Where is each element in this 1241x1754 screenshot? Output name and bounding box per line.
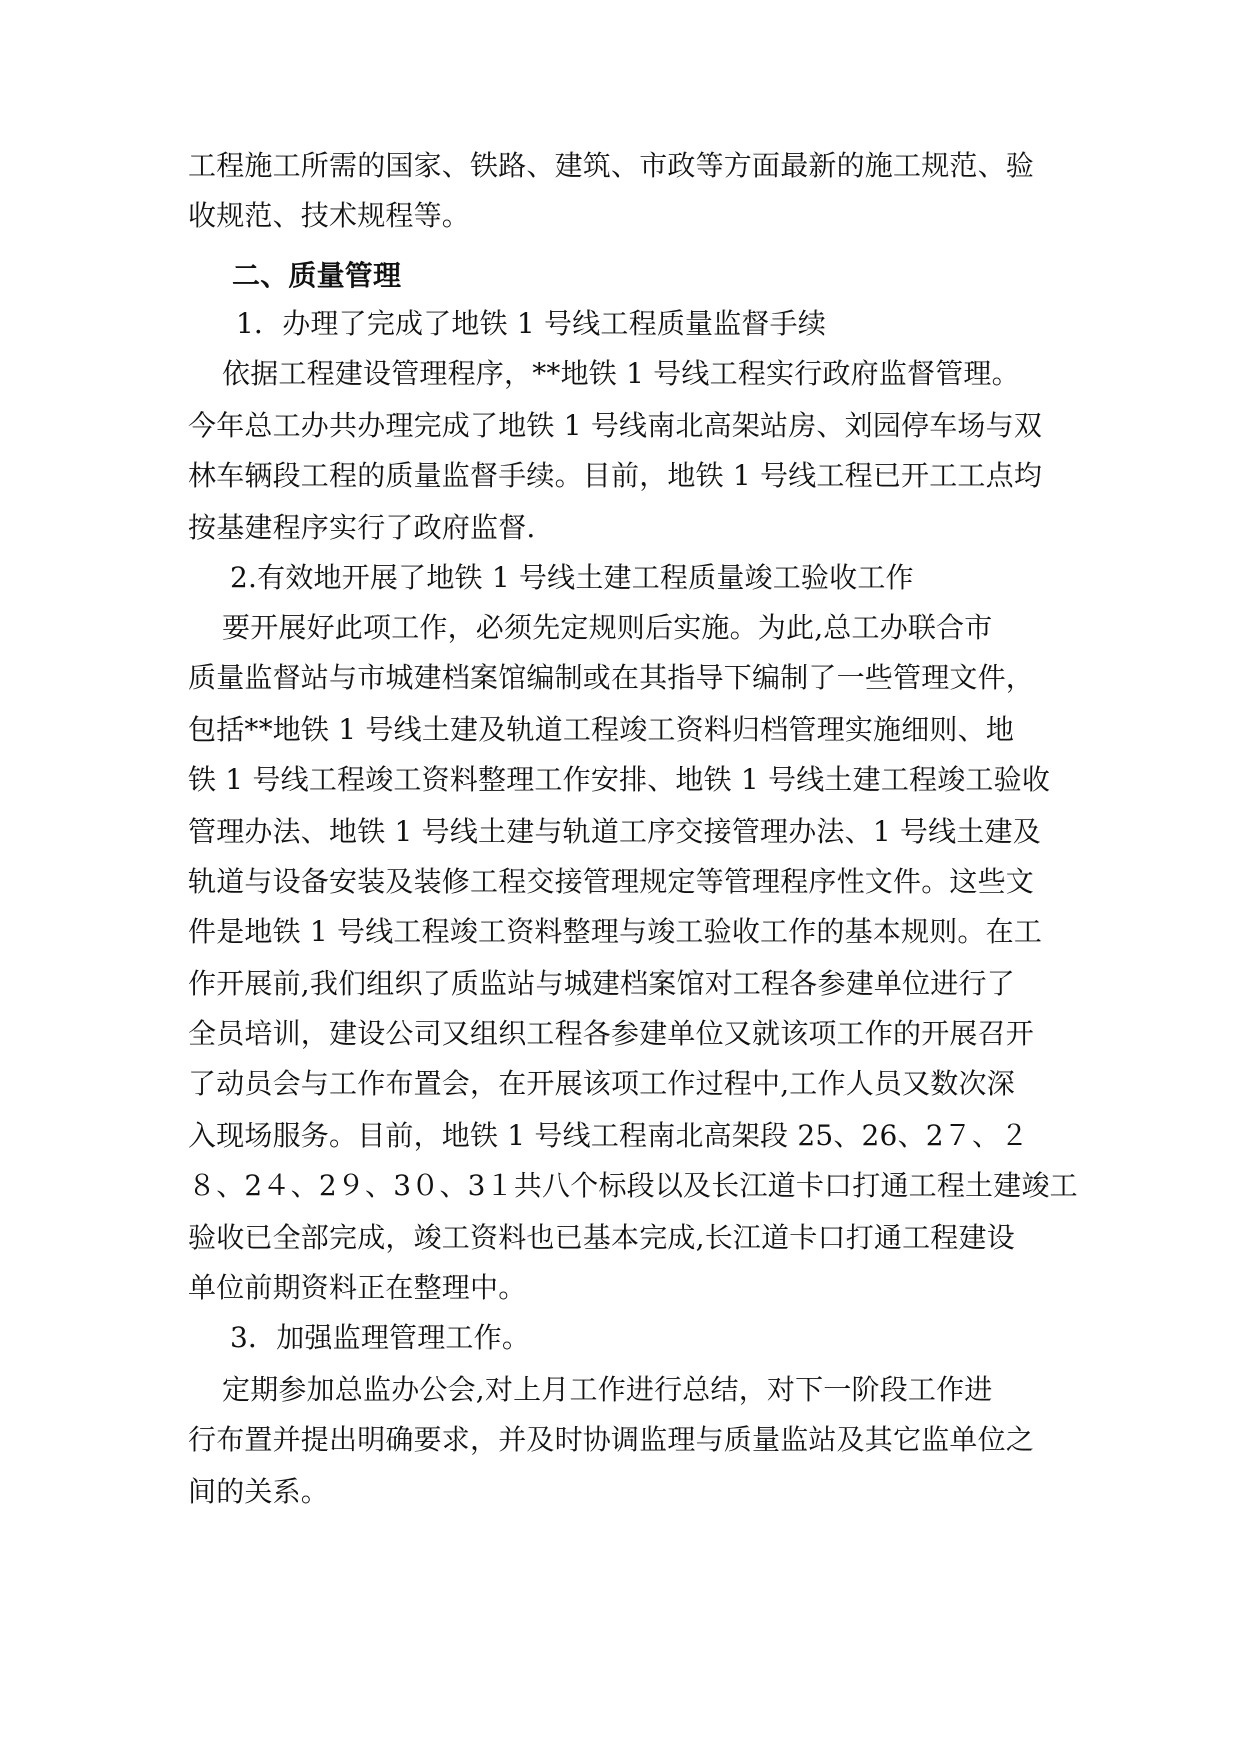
body-text-line: 依据工程建设管理程序，**地铁 1 号线工程实行政府监督管理。 [222, 357, 1020, 390]
body-text-line: 包括**地铁 1 号线土建及轨道工程竣工资料归档管理实施细则、地 [188, 713, 1015, 746]
body-text-line: 定期参加总监办公会,对上月工作进行总结，对下一阶段工作进 [222, 1373, 993, 1406]
body-text-line: 全员培训，建设公司又组织工程各参建单位又就该项工作的开展召开 [188, 1017, 1035, 1050]
body-text-line: 验收已全部完成，竣工资料也已基本完成,长江道卡口打通工程建设 [188, 1221, 1015, 1254]
body-text-line: 林车辆段工程的质量监督手续。目前，地铁 1 号线工程已开工工点均 [188, 459, 1043, 492]
body-text-line: 作开展前,我们组织了质监站与城建档案馆对工程各参建单位进行了 [188, 967, 1015, 1000]
body-text-line: 管理办法、地铁 1 号线土建与轨道工序交接管理办法、1 号线土建及 [188, 815, 1041, 848]
body-text-line: 单位前期资料正在整理中。 [188, 1271, 527, 1304]
body-text-line: 今年总工办共办理完成了地铁 1 号线南北高架站房、刘园停车场与双 [188, 409, 1043, 442]
body-text-line: 了动员会与工作布置会，在开展该项工作过程中,工作人员又数次深 [188, 1067, 1015, 1100]
body-text-line: 工程施工所需的国家、铁路、建筑、市政等方面最新的施工规范、验 [188, 149, 1035, 182]
body-text-line: 轨道与设备安装及装修工程交接管理规定等管理程序性文件。这些文 [188, 865, 1035, 898]
body-text-line: 铁 1 号线工程竣工资料整理工作安排、地铁 1 号线土建工程竣工验收 [188, 763, 1051, 796]
subsection-heading: 1．办理了完成了地铁 1 号线工程质量监督手续 [236, 307, 827, 340]
body-text-line: 要开展好此项工作，必须先定规则后实施。为此,总工办联合市 [222, 611, 993, 644]
body-text-line: 入现场服务。目前，地铁 1 号线工程南北高架段 25、26、2７、２ [188, 1119, 1029, 1152]
body-text-line: 间的关系。 [188, 1475, 330, 1508]
body-text-line: 收规范、技术规程等。 [188, 199, 471, 232]
body-text-line: 质量监督站与市城建档案馆编制或在其指导下编制了一些管理文件， [188, 661, 1035, 694]
subsection-heading: 3．加强监理管理工作。 [230, 1321, 531, 1354]
body-text-line: 按基建程序实行了政府监督. [188, 511, 536, 544]
body-text-line: 件是地铁 1 号线工程竣工资料整理与竣工验收工作的基本规则。在工 [188, 915, 1043, 948]
body-text-line: 行布置并提出明确要求，并及时协调监理与质量监站及其它监单位之 [188, 1423, 1035, 1456]
section-heading: 二、质量管理 [232, 259, 402, 292]
body-text-line: ８、2４、2９、3０、3１共八个标段以及长江道卡口打通工程土建竣工 [188, 1169, 1078, 1202]
subsection-heading: 2.有效地开展了地铁 1 号线土建工程质量竣工验收工作 [230, 561, 914, 594]
